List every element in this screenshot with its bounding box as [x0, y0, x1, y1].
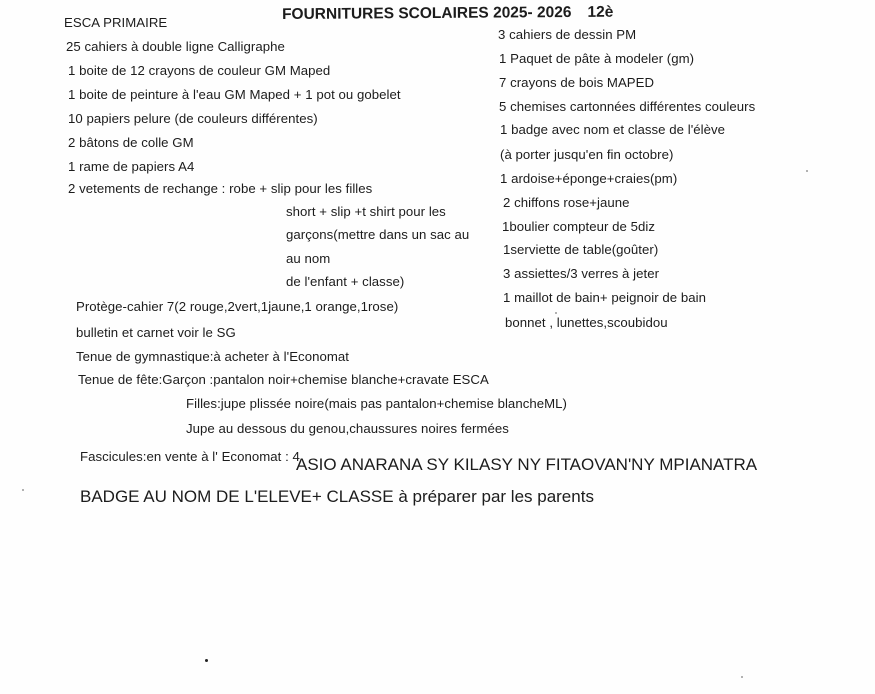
left-item: Tenue de gymnastique:à acheter à l'Economat: [76, 349, 349, 364]
right-item: 3 assiettes/3 verres à jeter: [503, 266, 660, 281]
badge-note: BADGE AU NOM DE L'ELEVE+ CLASSE à préparer par les parents: [80, 487, 594, 506]
left-item: 1 boite de peinture à l'eau GM Maped + 1 pot ou gobelet: [68, 87, 401, 102]
scan-speck: [555, 312, 557, 314]
left-item: 2 vetements de rechange : robe + slip pour les filles: [68, 181, 373, 196]
school-name: ESCA PRIMAIRE: [64, 15, 168, 30]
scan-speck: [741, 676, 743, 678]
right-item: 2 chiffons rose+jaune: [503, 195, 630, 210]
right-item: (à porter jusqu'en fin octobre): [500, 147, 674, 162]
left-item-continued: Jupe au dessous du genou,chaussures noires fermées: [186, 421, 509, 436]
right-item: 5 chemises cartonnées différentes couleurs: [499, 99, 756, 114]
right-item: 1serviette de table(goûter): [503, 242, 659, 257]
left-item-continued: au nom: [286, 251, 331, 266]
left-item: 2 bâtons de colle GM: [68, 135, 194, 150]
scan-speck: [205, 659, 208, 662]
left-item: 1 boite de 12 crayons de couleur GM Maped: [68, 63, 331, 78]
malagasy-note: ASIO ANARANA SY KILASY NY FITAOVAN'NY MPIANATRA: [296, 455, 758, 474]
right-item: 1 badge avec nom et classe de l'élève: [500, 122, 726, 137]
left-item: Protège-cahier 7(2 rouge,2vert,1jaune,1 orange,1rose): [76, 299, 399, 314]
scan-speck: [806, 170, 808, 172]
left-item: Tenue de fête:Garçon :pantalon noir+chemise blanche+cravate ESCA: [78, 372, 489, 387]
left-item: Fascicules:en vente à l' Economat : 4: [80, 449, 300, 464]
left-item-continued: de l'enfant + classe): [286, 274, 405, 289]
right-item: bonnet , lunettes,scoubidou: [505, 315, 668, 330]
left-item: 10 papiers pelure (de couleurs différentes): [68, 111, 318, 126]
right-item: 1boulier compteur de 5diz: [502, 219, 655, 234]
right-item: 7 crayons de bois MAPED: [499, 75, 655, 90]
class-level: 12è: [587, 3, 614, 21]
left-item: 25 cahiers à double ligne Calligraphe: [66, 39, 285, 54]
document-title: [282, 4, 613, 24]
left-item-continued: Filles:jupe plissée noire(mais pas pantalon+chemise blancheML): [186, 396, 567, 411]
right-item: 3 cahiers de dessin PM: [498, 27, 637, 42]
right-item: 1 Paquet de pâte à modeler (gm): [499, 51, 695, 66]
scan-speck: [22, 489, 24, 491]
left-item-continued: garçons(mettre dans un sac au: [286, 227, 470, 242]
left-item: 1 rame de papiers A4: [68, 159, 195, 174]
right-item: 1 ardoise+éponge+craies(pm): [500, 171, 678, 186]
right-item: 1 maillot de bain+ peignoir de bain: [503, 290, 707, 305]
title-text: FOURNITURES SCOLAIRES 2025- 2026: [282, 3, 572, 23]
left-item: bulletin et carnet voir le SG: [76, 325, 236, 340]
left-item-continued: short + slip +t shirt pour les: [286, 204, 446, 219]
